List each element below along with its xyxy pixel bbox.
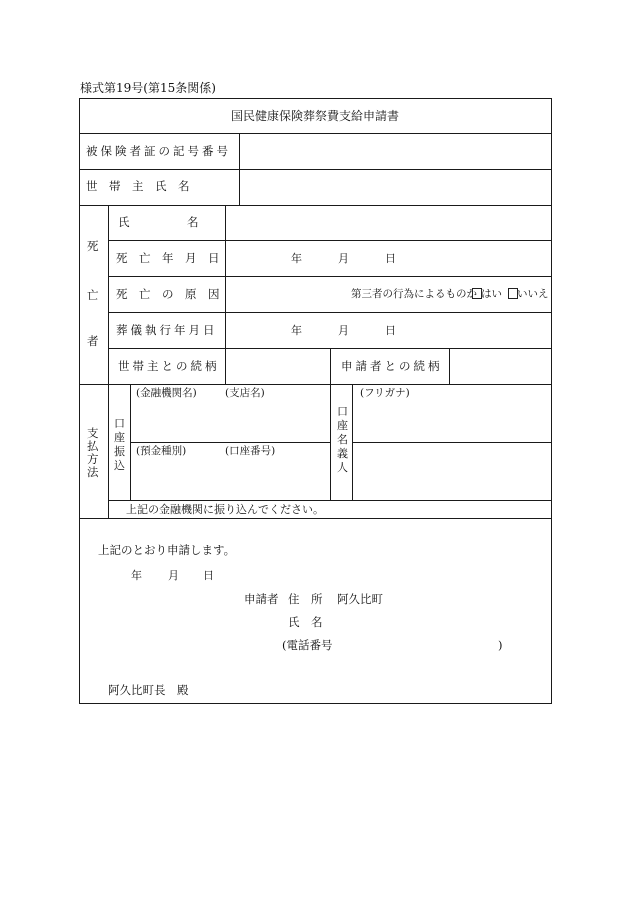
payment-label-1: 支 [87,426,99,440]
holder-label-4: 義 [337,447,348,460]
insurance-number-field[interactable] [240,134,550,168]
rule [108,240,552,241]
date-of-death-label: 死 亡 年 月 日 [116,251,220,265]
rule [79,518,552,519]
option-no-label: いいえ [517,288,549,300]
declaration-month: 月 [168,569,179,582]
payment-label-4: 法 [87,465,99,479]
deposit-type-label: (預金種別) [136,445,187,457]
payment-label-2: 払 [87,439,99,453]
rule [330,348,331,384]
deceased-label-1: 死 [87,239,99,253]
transfer-label-1: 口 [114,417,125,430]
funeral-day: 日 [385,324,396,337]
frame-bottom [79,703,552,704]
transfer-label-2: 座 [114,431,125,444]
rule [108,276,552,277]
declaration-statement: 上記のとおり申請します。 [98,543,236,557]
frame-right [551,98,552,704]
holder-label-2: 座 [337,419,348,432]
account-number-field[interactable] [131,458,329,499]
rule [79,384,552,385]
frame-left [79,98,80,704]
transfer-label-4: 込 [114,459,125,472]
relation-applicant-field[interactable] [450,349,550,383]
option-yes-label: はい [481,288,502,300]
deceased-label-2: 亡 [87,288,99,302]
applicant-name-label: 氏 名 [288,615,323,629]
death-month: 月 [338,252,349,265]
rule [330,384,331,500]
addressee: 阿久比町長 殿 [108,683,189,697]
householder-name-label: 世 帯 主 氏 名 [86,179,190,193]
applicant-label: 申請者 [244,592,279,606]
insurance-number-label: 被保険者証の記号番号 [86,144,231,158]
account-number-label: (口座番号) [225,445,276,457]
deceased-name-label: 氏 名 [118,215,199,229]
declaration-day: 日 [203,569,214,582]
relation-householder-label: 世帯主との続柄 [118,359,220,373]
furigana-label: (フリガナ) [360,387,410,399]
death-year: 年 [291,252,302,265]
payment-label-3: 方 [87,452,99,466]
holder-label-5: 人 [337,461,348,474]
address-label: 住 所 [288,592,323,606]
declaration-year: 年 [131,569,142,582]
relation-householder-field[interactable] [226,349,329,383]
address-value: 阿久比町 [337,592,383,606]
householder-name-field[interactable] [240,170,550,204]
form-title: 国民健康保険葬祭費支給申請書 [230,109,399,123]
rule [108,312,552,313]
rule [130,442,330,443]
cause-of-death-label: 死 亡 の 原 因 [116,287,220,301]
funeral-year: 年 [291,324,302,337]
deceased-name-field[interactable] [226,206,550,239]
rule [108,500,552,501]
phone-close: ) [498,638,503,652]
funeral-month: 月 [338,324,349,337]
relation-applicant-label: 申請者との続柄 [341,359,443,373]
furigana-field[interactable] [353,400,550,441]
transfer-note: 上記の金融機関に振り込んでください。 [126,503,324,516]
frame-top [79,98,552,99]
holder-label-3: 名 [337,433,348,446]
phone-label: (電話番号 [282,638,333,652]
deceased-label-3: 者 [87,334,99,348]
rule [108,205,109,518]
branch-name-label: (支店名) [225,387,265,399]
death-day: 日 [385,252,396,265]
holder-label-1: 口 [337,405,348,418]
funeral-date-label: 葬儀執行年月日 [116,323,218,337]
bank-name-field[interactable] [131,400,329,441]
third-party-question: 第三者の行為によるものか [351,288,477,300]
transfer-label-3: 振 [114,445,125,458]
account-holder-field[interactable] [353,443,550,499]
form-label: 様式第19号(第15条関係) [80,81,216,95]
bank-name-label: (金融機関名) [136,387,197,399]
